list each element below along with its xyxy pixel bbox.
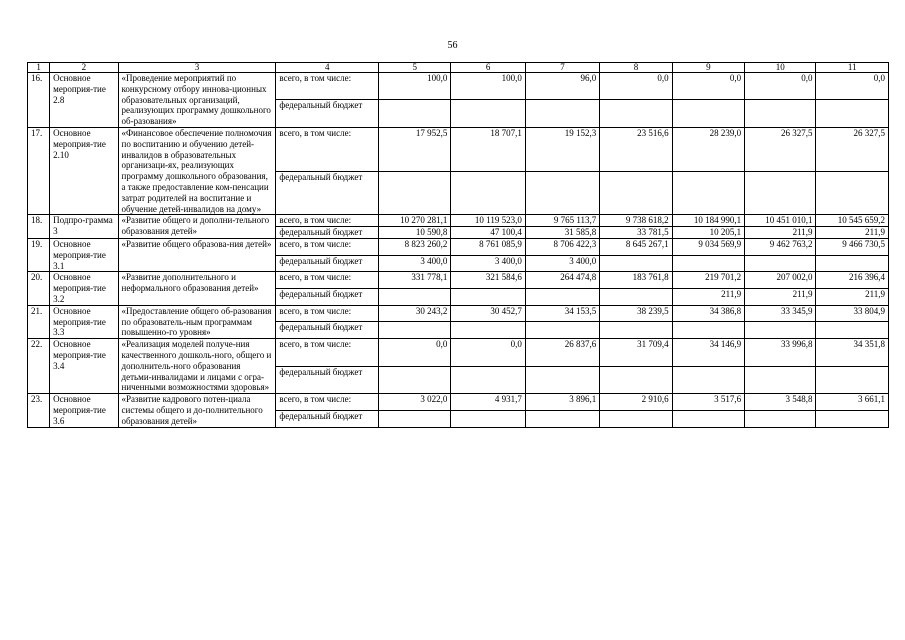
column-number-cell: 7	[525, 63, 599, 73]
funding-label-federal: федеральный бюджет	[276, 289, 379, 306]
table-row	[28, 339, 889, 366]
row-number: 20.	[28, 272, 50, 305]
amount-federal-cell	[379, 410, 451, 427]
amount-total-cell: 0,0	[672, 73, 744, 100]
row-number: 22.	[28, 339, 50, 394]
amount-federal-cell: 10 205,1	[672, 227, 744, 239]
amount-federal-cell: 47 100,4	[451, 227, 525, 239]
amount-federal-cell	[745, 322, 816, 339]
page-number: 56	[447, 40, 458, 51]
funding-label-total: всего, в том числе:	[276, 127, 379, 171]
amount-federal-cell	[745, 171, 816, 215]
amount-federal-cell	[525, 171, 599, 215]
amount-federal-cell: 211,9	[745, 227, 816, 239]
amount-total-cell: 0,0	[600, 73, 672, 100]
amount-total-cell: 100,0	[451, 73, 525, 100]
amount-total-cell: 3 517,6	[672, 394, 744, 411]
row-number: 17.	[28, 127, 50, 214]
amount-total-cell: 4 931,7	[451, 394, 525, 411]
amount-federal-cell: 31 585,8	[525, 227, 599, 239]
amount-federal-cell: 211,9	[816, 289, 889, 306]
budget-table	[27, 62, 889, 428]
amount-federal-cell	[672, 100, 744, 128]
amount-total-cell: 26 837,6	[525, 339, 599, 366]
row-number: 16.	[28, 73, 50, 128]
amount-federal-cell	[816, 255, 889, 272]
amount-federal-cell	[672, 366, 744, 394]
row-number: 18.	[28, 215, 50, 239]
activity-title: «Предоставление общего об-разования по образователь-ным программам повышенно-го уровня»	[118, 305, 276, 338]
column-number-cell: 1	[28, 63, 50, 73]
amount-total-cell: 3 896,1	[525, 394, 599, 411]
activity-title: «Развитие дополнительного и неформального образования детей»	[118, 272, 276, 305]
amount-total-cell: 10 545 659,2	[816, 215, 889, 227]
amount-federal-cell	[816, 410, 889, 427]
amount-total-cell: 100,0	[379, 73, 451, 100]
amount-federal-cell	[451, 100, 525, 128]
amount-federal-cell	[745, 255, 816, 272]
amount-total-cell: 8 761 085,9	[451, 238, 525, 255]
amount-total-cell: 30 243,2	[379, 305, 451, 322]
funding-label-total: всего, в том числе:	[276, 339, 379, 366]
funding-label-federal: федеральный бюджет	[276, 366, 379, 394]
funding-label-federal: федеральный бюджет	[276, 227, 379, 239]
amount-federal-cell	[451, 366, 525, 394]
activity-type: Основное мероприя-тие 2.8	[50, 73, 118, 128]
amount-federal-cell	[816, 366, 889, 394]
activity-title: «Реализация моделей получе-ния качественного дошколь-ного, общего и дополнитель-ного образования детьми-инвалидами и лицами с огра-ниченными возможностями здоровья»	[118, 339, 276, 394]
amount-federal-cell	[379, 171, 451, 215]
amount-total-cell: 96,0	[525, 73, 599, 100]
amount-federal-cell: 33 781,5	[600, 227, 672, 239]
amount-federal-cell	[451, 410, 525, 427]
amount-total-cell: 183 761,8	[600, 272, 672, 289]
table-row	[28, 215, 889, 227]
amount-federal-cell: 3 400,0	[525, 255, 599, 272]
funding-label-federal: федеральный бюджет	[276, 322, 379, 339]
activity-type: Основное мероприя-тие 3.3	[50, 305, 118, 338]
funding-label-total: всего, в том числе:	[276, 394, 379, 411]
activity-title: «Развитие общего и дополни-тельного образования детей»	[118, 215, 276, 239]
amount-total-cell: 0,0	[379, 339, 451, 366]
row-number: 19.	[28, 238, 50, 271]
column-number-cell: 3	[118, 63, 276, 73]
amount-total-cell: 3 548,8	[745, 394, 816, 411]
amount-federal-cell	[600, 100, 672, 128]
amount-federal-cell: 211,9	[745, 289, 816, 306]
funding-label-total: всего, в том числе:	[276, 272, 379, 289]
column-number-row	[28, 63, 889, 73]
column-number-cell: 8	[600, 63, 672, 73]
amount-federal-cell	[745, 410, 816, 427]
amount-federal-cell	[379, 366, 451, 394]
activity-title: «Проведение мероприятий по конкурсному отбору иннова-ционных образовательных организаций, реализующих программу дошкольного об-разования»	[118, 73, 276, 128]
amount-total-cell: 28 239,0	[672, 127, 744, 171]
funding-label-total: всего, в том числе:	[276, 305, 379, 322]
amount-federal-cell	[745, 100, 816, 128]
amount-federal-cell	[451, 289, 525, 306]
activity-title: «Развитие общего образова-ния детей»	[118, 238, 276, 271]
funding-label-federal: федеральный бюджет	[276, 255, 379, 272]
funding-label-federal: федеральный бюджет	[276, 100, 379, 128]
column-number-cell: 5	[379, 63, 451, 73]
table-body	[28, 63, 889, 428]
amount-total-cell: 264 474,8	[525, 272, 599, 289]
activity-type: Основное мероприя-тие 3.6	[50, 394, 118, 427]
amount-total-cell: 33 996,8	[745, 339, 816, 366]
table-row	[28, 73, 889, 100]
funding-label-total: всего, в том числе:	[276, 238, 379, 255]
activity-type: Подпро-грамма 3	[50, 215, 118, 239]
amount-total-cell: 9 738 618,2	[600, 215, 672, 227]
amount-total-cell: 207 002,0	[745, 272, 816, 289]
table-row	[28, 305, 889, 322]
column-number-cell: 9	[672, 63, 744, 73]
amount-federal-cell: 211,9	[816, 227, 889, 239]
funding-label-total: всего, в том числе:	[276, 215, 379, 227]
amount-federal-cell	[745, 366, 816, 394]
amount-total-cell: 8 645 267,1	[600, 238, 672, 255]
amount-total-cell: 23 516,6	[600, 127, 672, 171]
amount-total-cell: 321 584,6	[451, 272, 525, 289]
amount-total-cell: 31 709,4	[600, 339, 672, 366]
amount-federal-cell	[379, 289, 451, 306]
amount-federal-cell: 10 590,8	[379, 227, 451, 239]
amount-total-cell: 10 270 281,1	[379, 215, 451, 227]
activity-title: «Развитие кадрового потен-циала системы общего и до-полнительного образования детей»	[118, 394, 276, 427]
amount-total-cell: 34 146,9	[672, 339, 744, 366]
amount-federal-cell	[525, 322, 599, 339]
amount-total-cell: 10 184 990,1	[672, 215, 744, 227]
amount-total-cell: 30 452,7	[451, 305, 525, 322]
activity-type: Основное мероприя-тие 3.1	[50, 238, 118, 271]
column-number-cell: 2	[50, 63, 118, 73]
amount-total-cell: 34 386,8	[672, 305, 744, 322]
amount-total-cell: 8 706 422,3	[525, 238, 599, 255]
amount-total-cell: 0,0	[816, 73, 889, 100]
amount-total-cell: 219 701,2	[672, 272, 744, 289]
funding-label-federal: федеральный бюджет	[276, 410, 379, 427]
column-number-cell: 10	[745, 63, 816, 73]
amount-total-cell: 0,0	[745, 73, 816, 100]
amount-federal-cell	[672, 410, 744, 427]
amount-total-cell: 9 466 730,5	[816, 238, 889, 255]
column-number-cell: 4	[276, 63, 379, 73]
amount-total-cell: 0,0	[451, 339, 525, 366]
amount-federal-cell	[600, 366, 672, 394]
amount-total-cell: 33 804,9	[816, 305, 889, 322]
amount-total-cell: 26 327,5	[816, 127, 889, 171]
amount-federal-cell	[816, 322, 889, 339]
amount-total-cell: 8 823 260,2	[379, 238, 451, 255]
amount-federal-cell	[600, 322, 672, 339]
amount-total-cell: 3 022,0	[379, 394, 451, 411]
amount-federal-cell	[379, 322, 451, 339]
amount-total-cell: 26 327,5	[745, 127, 816, 171]
amount-total-cell: 38 239,5	[600, 305, 672, 322]
amount-federal-cell	[672, 255, 744, 272]
table-row	[28, 238, 889, 255]
amount-federal-cell	[525, 410, 599, 427]
amount-federal-cell: 3 400,0	[451, 255, 525, 272]
amount-total-cell: 34 153,5	[525, 305, 599, 322]
amount-federal-cell: 3 400,0	[379, 255, 451, 272]
table-row	[28, 127, 889, 171]
row-number: 21.	[28, 305, 50, 338]
amount-total-cell: 10 119 523,0	[451, 215, 525, 227]
amount-federal-cell	[379, 100, 451, 128]
amount-federal-cell	[451, 171, 525, 215]
amount-federal-cell	[451, 322, 525, 339]
amount-federal-cell	[672, 171, 744, 215]
amount-federal-cell	[600, 171, 672, 215]
activity-title: «Финансовое обеспечение полномочия по воспитанию и обучению детей-инвалидов в образовательных организаци-ях, реализующих программу дошкольного образования, а также предоставление ком-пенсации затрат родителей на воспитание и обучение детей-инвалидов на дому»	[118, 127, 276, 214]
amount-total-cell: 33 345,9	[745, 305, 816, 322]
activity-type: Основное мероприя-тие 2.10	[50, 127, 118, 214]
column-number-cell: 6	[451, 63, 525, 73]
amount-federal-cell	[600, 289, 672, 306]
table-row	[28, 272, 889, 289]
amount-federal-cell	[525, 100, 599, 128]
amount-total-cell: 18 707,1	[451, 127, 525, 171]
funding-label-federal: федеральный бюджет	[276, 171, 379, 215]
amount-total-cell: 3 661,1	[816, 394, 889, 411]
amount-total-cell: 331 778,1	[379, 272, 451, 289]
activity-type: Основное мероприя-тие 3.2	[50, 272, 118, 305]
amount-total-cell: 19 152,3	[525, 127, 599, 171]
funding-label-total: всего, в том числе:	[276, 73, 379, 100]
amount-total-cell: 2 910,6	[600, 394, 672, 411]
amount-total-cell: 34 351,8	[816, 339, 889, 366]
amount-total-cell: 17 952,5	[379, 127, 451, 171]
amount-total-cell: 9 462 763,2	[745, 238, 816, 255]
amount-federal-cell	[600, 410, 672, 427]
amount-federal-cell	[672, 322, 744, 339]
row-number: 23.	[28, 394, 50, 427]
activity-type: Основное мероприя-тие 3.4	[50, 339, 118, 394]
amount-total-cell: 216 396,4	[816, 272, 889, 289]
amount-total-cell: 9 765 113,7	[525, 215, 599, 227]
amount-federal-cell	[600, 255, 672, 272]
amount-federal-cell	[525, 366, 599, 394]
column-number-cell: 11	[816, 63, 889, 73]
amount-total-cell: 10 451 010,1	[745, 215, 816, 227]
amount-federal-cell	[816, 100, 889, 128]
amount-federal-cell	[525, 289, 599, 306]
amount-federal-cell	[816, 171, 889, 215]
amount-federal-cell: 211,9	[672, 289, 744, 306]
amount-total-cell: 9 034 569,9	[672, 238, 744, 255]
table-row	[28, 394, 889, 411]
